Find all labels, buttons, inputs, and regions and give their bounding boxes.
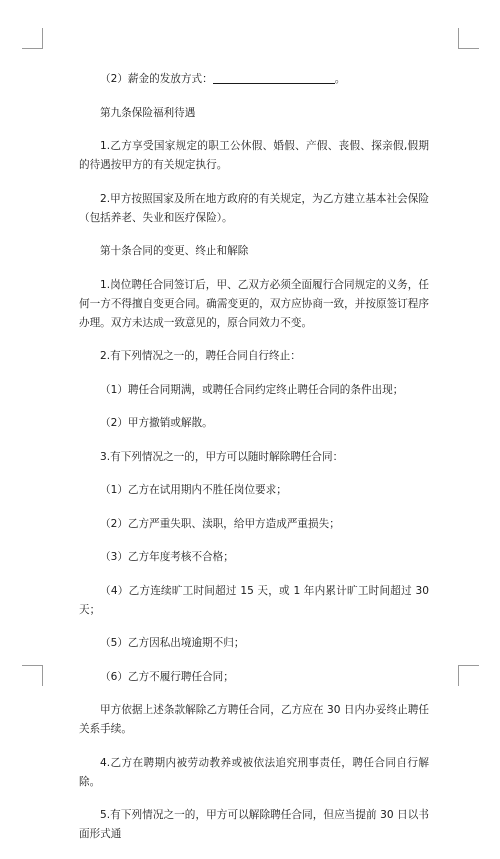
clause-3-item-5: （5）乙方因私出境逾期不归； bbox=[100, 637, 245, 649]
article-10-clause-4: 4.乙方在聘期内被劳动教养或被依法追究刑事责任，聘任合同自行解除。 bbox=[79, 756, 429, 788]
clause-3-item-4: （4）乙方连续旷工时间超过 15 天，或 1 年内累计旷工时间超过 30 天； bbox=[79, 584, 429, 616]
clause-2-item-1: （1）聘任合同期满，或聘任合同约定终止聘任合同的条件出现； bbox=[100, 383, 404, 396]
salary-payment-end: 。 bbox=[334, 73, 346, 85]
crop-mark-bottom-left bbox=[22, 665, 43, 686]
article-9-clause-2: 2.甲方按照国家及所在地方政府的有关规定，为乙方建立基本社会保险（包括养老、失业和医疗保险）。 bbox=[79, 192, 429, 224]
clause-3-item-2: （2）乙方严重失职、渎职，给甲方造成严重损失； bbox=[100, 517, 340, 530]
article-10-clause-5: 5.有下列情况之一的，甲方可以解除聘任合同，但应当提前 30 日以书面形式通 bbox=[79, 809, 429, 840]
article-10-clause-1: 1.岗位聘任合同签订后，甲、乙双方必须全面履行合同规定的义务，任何一方不得擅自变更合同。确需变更的，双方应协商一致，并按原签订程序办理。双方未达成一致意见的，原合同效力不变。 bbox=[79, 278, 429, 329]
article-10-clause-2: 2.有下列情况之一的，聘任合同自行终止： bbox=[100, 350, 301, 362]
salary-payment-label: （2）薪金的发放方式： bbox=[100, 73, 213, 85]
salary-payment-blank[interactable] bbox=[213, 72, 335, 84]
clause-3-item-6: （6）乙方不履行聘任合同； bbox=[100, 670, 234, 683]
crop-mark-bottom-right bbox=[458, 665, 479, 686]
article-9-heading: 第九条保险福利待遇 bbox=[100, 106, 196, 119]
clause-3-item-3: （3）乙方年度考核不合格； bbox=[100, 551, 234, 563]
clause-3-note: 甲方依据上述条款解除乙方聘任合同，乙方应在 30 日内办妥终止聘任关系手续。 bbox=[79, 704, 429, 735]
article-9-clause-1: 1.乙方享受国家规定的职工公休假、婚假、产假、丧假、探亲假,假期的待遇按甲方的有关规定执行。 bbox=[79, 140, 429, 171]
document-body bbox=[79, 70, 429, 859]
crop-mark-top-left bbox=[22, 28, 43, 49]
clause-2-item-2: （2）甲方撤销或解散。 bbox=[100, 417, 213, 429]
crop-mark-top-right bbox=[458, 28, 479, 49]
clause-3-item-1: （1）乙方在试用期内不胜任岗位要求； bbox=[100, 484, 287, 496]
article-10-heading: 第十条合同的变更、终止和解除 bbox=[100, 245, 249, 257]
salary-payment-line bbox=[79, 70, 429, 89]
article-10-clause-3: 3.有下列情况之一的，甲方可以随时解除聘任合同： bbox=[100, 450, 344, 463]
